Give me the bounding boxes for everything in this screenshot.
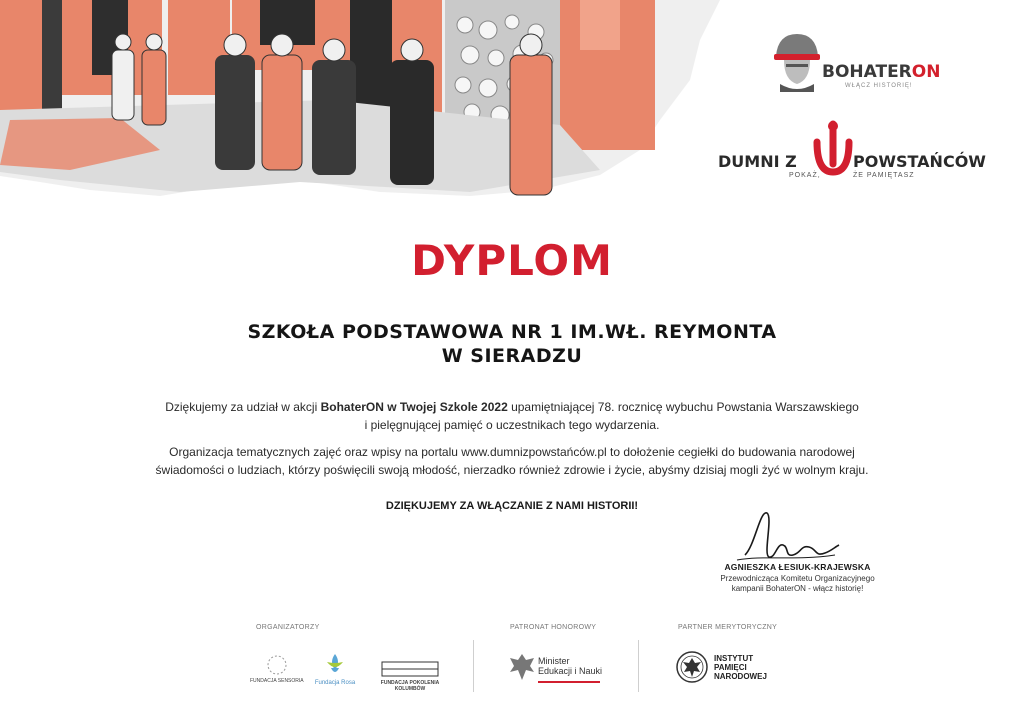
dumni-right-word: POWSTAŃCÓW <box>853 152 986 171</box>
bohateron-wordmark: BOHATERON <box>822 62 941 82</box>
bohateron-logo <box>772 30 942 100</box>
portal-paragraph: Organizacja tematycznych zajęć oraz wpisy na portalu www.dumnizpowstańców.pl to dołożenie cegiełki do budowania narodowej świadomości o ludziach, którzy poświęcili swoją młodość, nierzadko również zdrowie i życie, abyśmy dzisiaj mogli żyć w wolnym kraju. <box>155 445 869 477</box>
kolumbow-logo: FUNDACJA POKOLENIA KOLUMBÓW <box>380 660 440 692</box>
ipn-seal-icon <box>675 650 709 684</box>
signatory-role-line2: kampanii BohaterON - włącz historię! <box>731 584 864 593</box>
thank-you-paragraph: Dziękujemy za udział w akcji BohaterON w Twojej Szkole 2022 upamiętniającej 78. rocznicę wybuchu Powstania Warszawskiego i pielęgnującej pamięć o uczestnikach tego wydarzenia. <box>165 400 859 432</box>
patronage-label: PATRONAT HONOROWY <box>510 624 597 631</box>
kolumbow-logo-icon <box>380 660 440 678</box>
diploma-title: DYPLOM <box>411 236 613 285</box>
eagle-emblem-icon <box>508 652 536 682</box>
sensoria-logo: FUNDACJA SENSORIA <box>250 654 304 684</box>
footer-divider <box>638 640 639 692</box>
dumni-z-powstancow-logo <box>718 120 1008 190</box>
signatory-role-line1: Przewodnicząca Komitetu Organizacyjnego <box>720 574 875 583</box>
dumni-left-sub: POKAŻ, <box>789 172 821 179</box>
red-underline <box>538 681 600 683</box>
rosa-logo: Fundacja Rosa <box>313 650 357 686</box>
signatory-name: AGNIESZKA ŁESIUK-KRAJEWSKA <box>724 562 871 572</box>
dumni-right-sub: ŻE PAMIĘTASZ <box>853 172 915 179</box>
footer-divider <box>473 640 474 692</box>
organizers-label: ORGANIZATORZY <box>256 624 320 631</box>
school-name-line2: W SIERADZU <box>441 345 583 367</box>
uprising-illustration <box>0 0 720 215</box>
diploma-page: BOHATERON WŁĄCZ HISTORIĘ! DUMNI Z POWSTAŃCÓW POKAŻ, ŻE PAMIĘTASZ DYPLOM SZKOŁA PODSTAWOWA NR 1 IM.WŁ. REYMONTA W SIERADZU Dziękujemy za udział w akcji BohaterON w Twojej Szkole 2022 upamiętniającej 78. rocznicę wybuchu Powstania Warszawskiego i pielęgnującej pamięć o uczestnikach tego wydarzenia. Organizacja tematycznych zajęć oraz wpisy na portalu www.dumnizpowstańców.pl to dołożenie cegiełki do budowania narodowej świadomości o ludziach, którzy poświęcili swoją młodość, nierzadko również zdrowie i życie, abyśmy dzisiaj mogli żyć w wolnym kraju. DZIĘKUJEMY ZA WŁĄCZANIE Z NAMI HISTORII! AGNIESZKA ŁESIUK-KRAJEWSKA Przewodnicząca Komitetu Organizacyjnego kampanii BohaterON - włącz historię! ORGANIZATORZY PATRONAT HONOROWY PARTNER MERYTORYCZNY FUNDACJA SENSORIA Fundacja Rosa FUNDACJA POKOLENIA KOLUMBÓW Minister Edukacji i Nauki INSTYTUT PAMIĘCI NARODOWEJ <box>0 0 1024 724</box>
signature-image <box>725 505 845 570</box>
school-name-line1: SZKOŁA PODSTAWOWA NR 1 IM.WŁ. REYMONTA <box>247 321 777 343</box>
bohateron-tagline: WŁĄCZ HISTORIĘ! <box>845 83 913 89</box>
anchor-emblem-icon <box>813 120 853 180</box>
sensoria-logo-icon <box>259 654 295 676</box>
soldier-helmet-icon <box>772 30 822 92</box>
dumni-left-word: DUMNI Z <box>718 152 797 171</box>
campaign-name: BohaterON w Twojej Szkole 2022 <box>320 400 508 414</box>
rosa-logo-icon <box>313 650 357 678</box>
partner-label: PARTNER MERYTORYCZNY <box>678 624 778 631</box>
closing-thanks: DZIĘKUJEMY ZA WŁĄCZANIE Z NAMI HISTORII! <box>385 500 639 512</box>
